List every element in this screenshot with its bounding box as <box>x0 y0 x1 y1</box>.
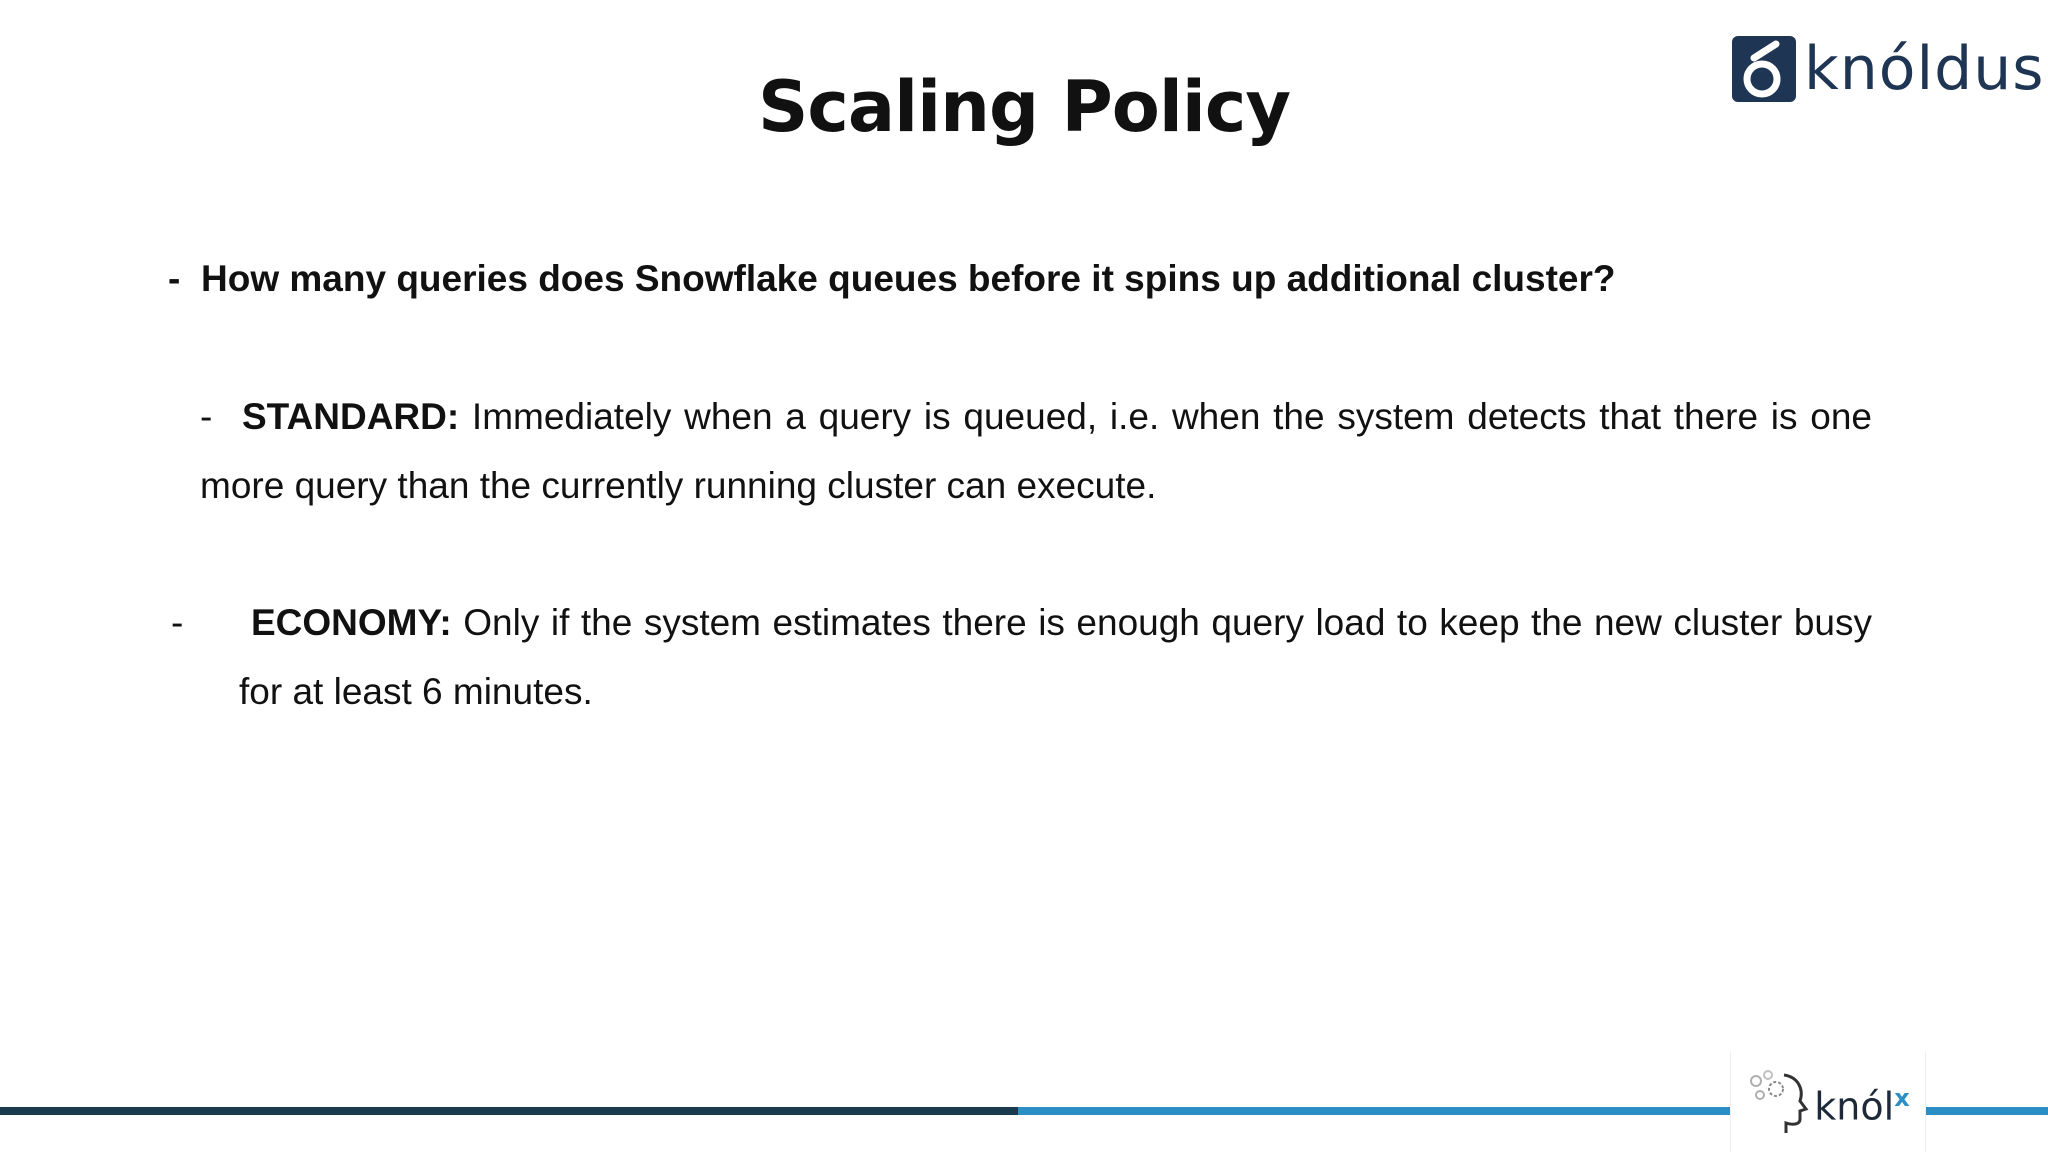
standard-description: Immediately when a query is queued, i.e. when the system detects that there is one more query than the currently running cluster can execute. <box>200 396 1872 506</box>
knolx-head-icon <box>1746 1067 1810 1137</box>
knolx-superscript: x <box>1894 1083 1910 1112</box>
knoldus-logo-text: knóldus <box>1804 34 2045 104</box>
economy-description: Only if the system estimates there is enough query load to keep the new cluster busy for at least 6 minutes. <box>239 602 1872 712</box>
economy-policy-item <box>171 588 1872 726</box>
knoldus-logo-icon <box>1732 36 1796 102</box>
question-text: How many queries does Snowflake queues before it spins up additional cluster? <box>201 258 1616 299</box>
economy-dash: - <box>171 602 184 643</box>
knoldus-logo <box>1732 34 2045 104</box>
knolx-text: knól <box>1814 1084 1895 1129</box>
economy-term: ECONOMY: <box>251 602 452 643</box>
question-bullet <box>168 256 1616 302</box>
knolx-logo <box>1730 1052 1926 1152</box>
standard-term: STANDARD: <box>242 396 460 437</box>
standard-dash: - <box>200 396 213 437</box>
standard-policy-item <box>200 382 1872 520</box>
question-dash: - <box>168 258 181 299</box>
footer-bar-dark <box>0 1107 1018 1115</box>
knolx-logo-text <box>1814 1078 1909 1127</box>
slide-title: Scaling Policy <box>758 66 1290 148</box>
